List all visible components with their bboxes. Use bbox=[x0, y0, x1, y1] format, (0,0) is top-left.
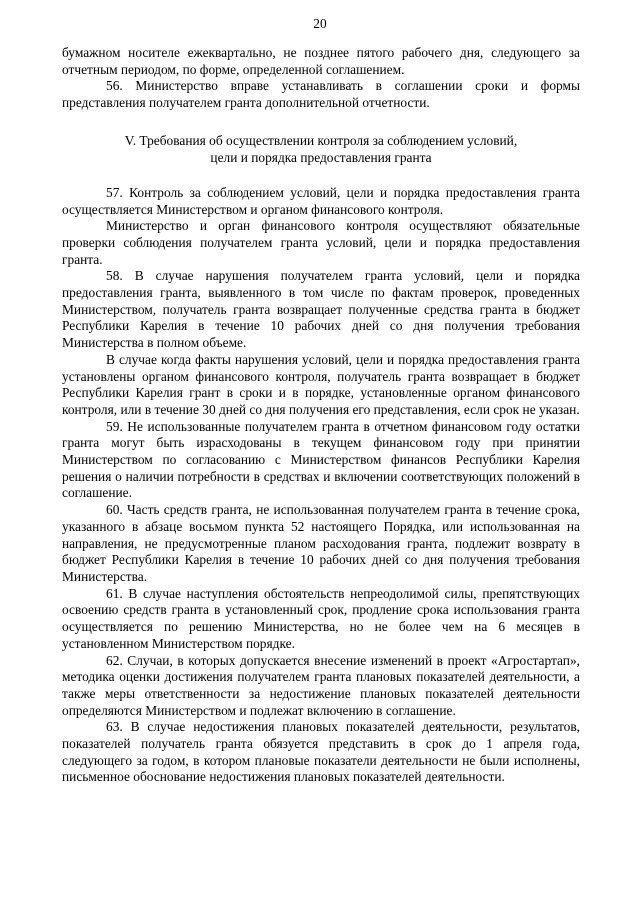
paragraph-56: 56. Министерство вправе устанавливать в соглашении сроки и формы представления получателем гранта дополнительной отчетности. bbox=[62, 78, 580, 111]
paragraph-58: 58. В случае нарушения получателем гранта условий, цели и порядка предоставления гранта, выявленного в том числе по фактам проверок, проведенных Министерством, получатель гранта возвращает полученные средства гранта в бюджет Республики Карелия в течение 10 рабочих дней со дня получения требования Министерства в полном объеме. bbox=[62, 268, 580, 351]
paragraph-63: 63. В случае недостижения плановых показателей деятельности, результатов, показателей получатель гранта обязуется представить в срок до 1 апреля года, следующего за годом, в котором плановые показатели деятельности не были исполнены, письменное обоснование недостижения плановых показателей деятельности. bbox=[62, 719, 580, 785]
paragraph-62: 62. Случаи, в которых допускается внесение изменений в проект «Агростартап», методика оценки достижения получателем гранта плановых показателей деятельности, а также меры ответственности за недостижение плановых показателей деятельности определяются Министерством и подлежат включению в соглашение. bbox=[62, 652, 580, 718]
paragraph-57: 57. Контроль за соблюдением условий, цели и порядка предоставления гранта осуществляется Министерством и органом финансового контроля. bbox=[62, 184, 580, 217]
page-number: 20 bbox=[313, 16, 327, 31]
paragraph-continuation: бумажном носителе ежеквартально, не позднее пятого рабочего дня, следующего за отчетным периодом, по форме, определенной соглашением. bbox=[62, 45, 580, 77]
section-heading-line-2: цели и порядка предоставления гранта bbox=[210, 149, 432, 165]
paragraph-57-checks: Министерство и орган финансового контроля осуществляют обязательные проверки соблюдения получателем гранта условий, цели и порядка предоставления гранта. bbox=[62, 218, 580, 267]
paragraph-59: 59. Не использованные получателем гранта в отчетном финансовом году остатки гранта могут быть израсходованы в текущем финансовом году при принятии Министерством по согласованию с Министерством финансов Республики Карелия решения о наличии потребности в средствах и включении соответствующих положений в соглашение. bbox=[62, 418, 580, 501]
section-heading bbox=[62, 132, 580, 166]
paragraph-61: 61. В случае наступления обстоятельств непреодолимой силы, препятствующих освоению средств гранта в установленный срок, продление срока использования гранта осуществляется по решению Министерства, но не более чем на 6 месяцев в установленном Министерством порядке. bbox=[62, 585, 580, 651]
paragraph-60: 60. Часть средств гранта, не использованная получателем гранта в течение срока, указанного в абзаце восьмом пункта 52 настоящего Порядка, или использованная на направления, не предусмотренные планом расходования гранта, подлежит возврату в бюджет Республики Карелия в течение 10 рабочих дней со дня получения требования Министерства. bbox=[62, 502, 580, 584]
section-heading-line-1: V. Требования об осуществлении контроля за соблюдением условий, bbox=[124, 132, 518, 148]
document-body bbox=[62, 45, 580, 786]
paragraph-58-control: В случае когда факты нарушения условий, цели и порядка предоставления гранта установлены органом финансового контроля, получатель гранта возвращает в бюджет Республики Карелия грант в сроки и в порядке, установленные органом финансового контроля, или в течение 30 дней со дня получения его представления, если срок не указан. bbox=[62, 351, 580, 417]
